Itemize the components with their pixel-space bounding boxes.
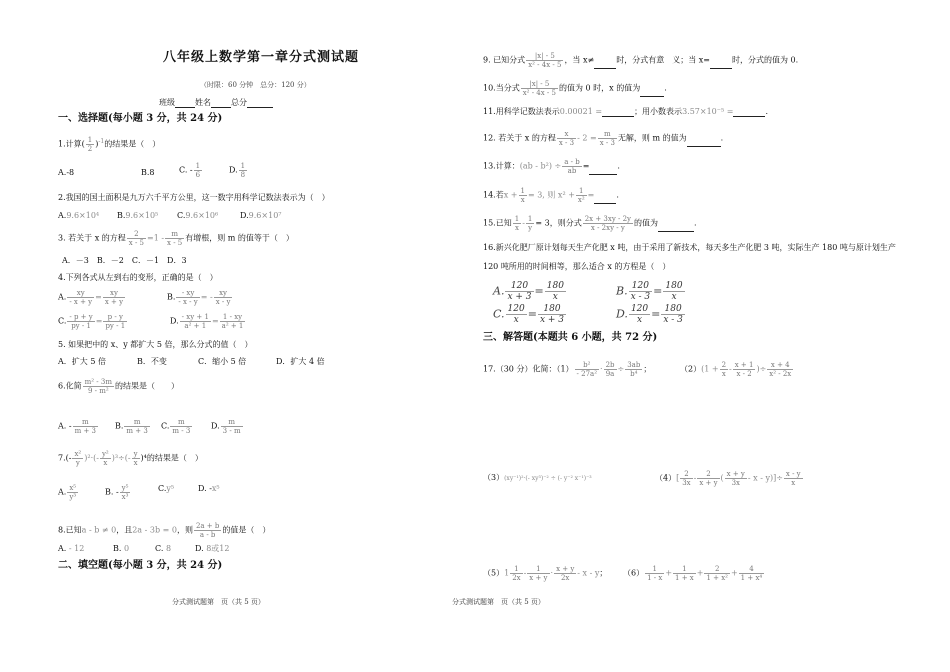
- section-heading-choice: 一、选择题(每小题 3 分，共 24 分): [58, 113, 223, 124]
- q6-option-d: D. $\frac{m}{3 - m}$: [211, 418, 241, 435]
- question-13: 13.计算：(ab - b²) ÷ $\frac{a - b}{ab}$ = .: [483, 158, 620, 175]
- question-16-line1: 16.新兴化肥厂原计划每天生产化肥 x 吨，由于采用了新技术，每天多生产化肥 3 吨，实际生产 180 吨与原计划生产: [483, 243, 896, 252]
- q16-option-b: B. $\frac{120}{x - 3}$ = $\frac{180}{x}$: [616, 281, 683, 302]
- question-7: 7.(- $\frac{\text{x²}}{y}$ )²·(- $\frac{\text{y²}}{x}$ )³÷(- $\frac{y}{x}$ )⁴的结果是（ ）: [58, 450, 203, 467]
- q7-option-a: A. $\frac{\text{x⁵}}{\text{y³}}$: [58, 484, 77, 501]
- student-info: [159, 98, 273, 108]
- page-footer: 分式测试题第 页（共 5 页）: [172, 598, 265, 606]
- question-15: 15.已知 $\frac{1}{x}$ - $\frac{1}{y}$ = 3，则分式 $\frac{2x + 3xy - 2y}{x - 2xy - y}$ 的值为 .: [483, 215, 697, 232]
- question-17-part3: （3）(xy⁻¹)²·(- xy³)⁻² ÷ (- y⁻² x⁻¹)⁻³: [483, 473, 592, 482]
- name-label: 姓名: [195, 98, 211, 107]
- q4-option-d: D. $\frac{- xy + 1}{\text{a² + 1}}$ = $\frac{1 - xy}{\text{a² + 1}}$: [170, 313, 244, 330]
- section-heading-fill: 二、填空题(每小题 3 分，共 24 分): [58, 560, 223, 571]
- question-8: 8.已知a - b ≠ 0，且2a - 3b = 0，则 $\frac{2a + b}{a - b}$ 的值是（ ）: [58, 522, 271, 539]
- q7-option-d: D. -x⁵: [198, 484, 220, 493]
- question-17-part5: （5）1 $\frac{1}{2x}$ - $\frac{1}{x + y}$ · $\frac{x + y}{2x}$ - x - y；: [483, 565, 608, 582]
- q1-option-a: A.-8: [58, 168, 75, 177]
- q8-option-d: D. 8或12: [195, 544, 230, 553]
- question-12: 12. 若关于 x 的方程 $\frac{x}{x - 3}$ - 2 = $\frac{m}{x - 3}$ 无解，则 m 的值为 .: [483, 130, 724, 147]
- q1-option-d: D. $\frac{1}{8}$: [229, 162, 246, 179]
- q4-option-c: C. $\frac{- p + y}{py - 1}$ = $\frac{p - y}{py - 1}$: [58, 313, 126, 330]
- q4-option-b: B. $\frac{- xy}{- x - y}$ = - $\frac{xy}{x - y}$: [167, 289, 231, 306]
- q6-option-b: B. $\frac{m}{m + 3}$: [115, 418, 148, 435]
- question-10: 10.当分式 $\frac{|x| - 5}{\text{x² - 4x - 5}}$ 的值为 0 时，x 的值为 .: [483, 80, 667, 97]
- question-4: 4.下列各式从左到右的变形，正确的是（ ）: [58, 273, 218, 282]
- q4-option-a: A. $\frac{xy}{- x + y}$ = $\frac{xy}{x + y}$: [58, 289, 124, 306]
- q6-option-a: A. - $\frac{m}{m + 3}$: [58, 418, 96, 435]
- q7-option-b: B. - $\frac{\text{y⁵}}{\text{x³}}$: [105, 484, 129, 501]
- q5-option-a: A．扩大 5 倍: [58, 357, 106, 366]
- question-16-line2: 120 吨所用的时间相等，那么适合 x 的方程是（ ）: [483, 262, 671, 271]
- question-6: 6.化简 $\frac{\text{m² - 3m}}{\text{9 - m²}}$ 的结果是（ ）: [58, 378, 179, 395]
- q16-option-d: D. $\frac{120}{x}$ = $\frac{180}{x - 3}$: [616, 304, 683, 325]
- question-2: 2.我国的国土面积是九万六千平方公里，这一数字用科学记数法表示为（ ）: [58, 193, 330, 202]
- page-title: 八年级上数学第一章分式测试题: [163, 50, 360, 65]
- section-heading-solve: 三、解答题(本题共 6 小题，共 72 分): [483, 332, 658, 343]
- question-5: 5. 如果把中的 x、y 都扩大 5 倍，那么分式的值（ ）: [58, 340, 253, 349]
- q2-option-a: A.9.6×10⁴: [58, 211, 100, 220]
- q1-option-c: C. - $\frac{1}{6}$: [179, 162, 201, 179]
- q8-option-c: C. 8: [155, 544, 172, 553]
- question-14: 14.若x + $\frac{1}{x}$ = 3, 则 x² + $\frac{1}{\text{x²}}$ = .: [483, 187, 619, 204]
- page-footer-right: 分式测试题第 页（共 5 页）: [452, 598, 545, 606]
- class-label: 班级: [159, 98, 175, 107]
- question-17-part4: （4）[ $\frac{2}{3x}$ - $\frac{2}{x + y}$ ( $\frac{x + y}{3x}$ - x - y)]÷ $\frac{x - y}{x}$: [655, 470, 801, 487]
- question-11: 11.用科学记数法表示0.00021 = ；用小数表示3.57×10⁻⁵ = .: [483, 107, 768, 116]
- question-17-part6: （6） $\frac{1}{1 - x}$ + $\frac{1}{1 + x}$ + $\frac{2}{\text{1 + x²}}$ + $\frac{4}{\text{1 + x⁴}}$: [623, 565, 763, 582]
- q16-option-a: A. $\frac{120}{x + 3}$ = $\frac{180}{x}$: [493, 281, 564, 302]
- q5-option-b: B．不变: [137, 357, 167, 366]
- q6-option-c: C. $\frac{m}{m - 3}$: [161, 418, 191, 435]
- q2-option-c: C.9.6×10⁶: [177, 211, 219, 220]
- q3-options: A．－3 B．－2 C．－1 D．3: [62, 256, 187, 265]
- q5-option-d: D．扩大 4 倍: [276, 357, 325, 366]
- q5-option-c: C．缩小 5 倍: [198, 357, 247, 366]
- time-limit: （时限：60 分钟 总分：120 分）: [200, 81, 311, 89]
- question-3: 3. 若关于 x 的方程 $\frac{2}{x - 5}$ =1 - $\frac{m}{x - 5}$ 有增根，则 m 的值等于（ ）: [58, 230, 294, 247]
- right-page: [452, 0, 950, 672]
- q7-option-c: C.y⁵: [158, 484, 175, 493]
- question-9: 9. 已知分式 $\frac{|x| - 5}{\text{x² - 4x - 5}}$ ，当 x≠ 时，分式有意 义；当 x= 时，分式的值为 0.: [483, 52, 799, 69]
- q16-option-c: C. $\frac{120}{x}$ = $\frac{180}{x + 3}$: [493, 304, 565, 325]
- question-17-part1: 17.（30 分）化简：（1） $\frac{\text{b²}}{\text{- 27a²}}$ · $\frac{2b}{9a}$ ÷ $\frac{3ab}{\text{b⁴}}$ ；: [483, 361, 652, 378]
- q8-option-b: B. 0: [113, 544, 130, 553]
- q8-option-a: A. - 12: [58, 544, 85, 553]
- score-label: 总分: [231, 98, 247, 107]
- question-1: 1.计算( $\frac{1}{2}$ )$^{-1}$的结果是（ ）: [58, 136, 161, 153]
- question-17-part2: （2）(1 + $\frac{2}{x}$ - $\frac{x + 1}{x - 2}$ )÷ $\frac{x + 4}{\text{x² - 2x}}$: [680, 361, 792, 378]
- q2-option-d: D.9.6×10⁷: [240, 211, 282, 220]
- q2-option-b: B.9.6×10⁵: [117, 211, 159, 220]
- q1-option-b: B.8: [141, 168, 155, 177]
